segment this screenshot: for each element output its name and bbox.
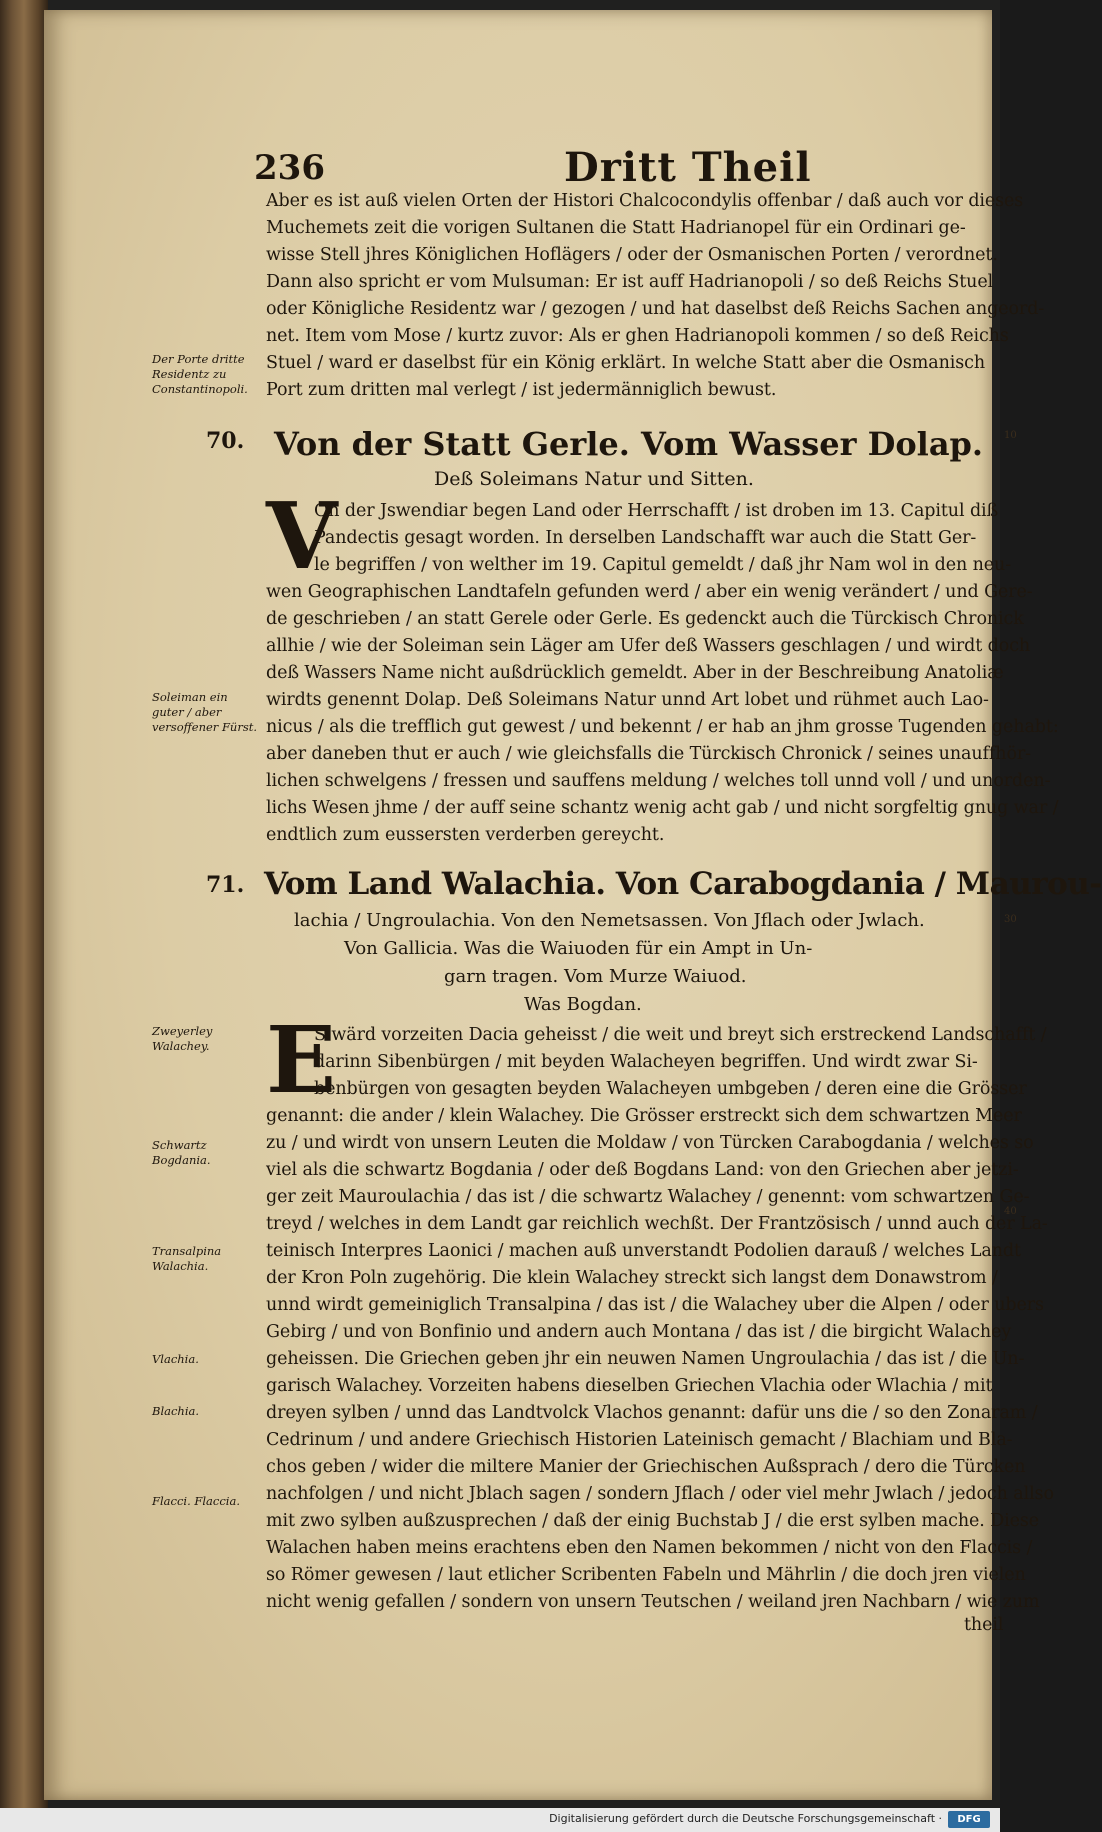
- margin-note-schwartz: Schwartz Bogdania.: [152, 1138, 211, 1167]
- intro-line: Muchemets zeit die vorigen Sultanen die Statt Hadrianopel für ein Ordinari ge-: [266, 218, 966, 238]
- running-head: Dritt Theil: [564, 144, 812, 191]
- body-line: garisch Walachey. Vorzeiten habens dieselben Griechen Vlachia oder Wlachia / mit: [266, 1376, 993, 1396]
- section-number: 70.: [206, 428, 245, 454]
- body-line: deß Wassers Name nicht außdrücklich gemeldt. Aber in der Beschreibung Anatoliæ: [266, 663, 1004, 683]
- body-line: chos geben / wider die miltere Manier der Griechischen Außsprach / dero die Türcken: [266, 1457, 1026, 1477]
- section-heading: Vom Land Walachia. Von Carabogdania / Maurou-: [264, 866, 1102, 902]
- body-line: wen Geographischen Landtafeln gefunden werd / aber ein wenig verändert / und Gere-: [266, 582, 1033, 602]
- body-line: S wärd vorzeiten Dacia geheisst / die weit und breyt sich erstreckend Landschafft /: [314, 1025, 1047, 1045]
- edge-mark: 10: [1004, 430, 1017, 441]
- intro-line: Stuel / ward er daselbst für ein König erklärt. In welche Statt aber die Osmanisch: [266, 353, 986, 373]
- margin-note-vlachia: Vlachia.: [152, 1352, 199, 1366]
- body-line: le begriffen / von welther im 19. Capitul gemeldt / daß jhr Nam wol in den neu-: [314, 555, 1012, 575]
- body-line: endtlich zum eussersten verderben gereycht.: [266, 825, 665, 845]
- margin-note-blachia: Blachia.: [152, 1404, 200, 1418]
- body-line: benbürgen von gesagten beyden Walacheyen umbgeben / deren eine die Grösser: [314, 1079, 1027, 1099]
- intro-line: net. Item vom Mose / kurtz zuvor: Als er ghen Hadrianopoli kommen / so deß Reichs: [266, 326, 1009, 346]
- body-line: so Römer gewesen / laut etlicher Scribenten Fabeln und Mährlin / die doch jren vielen: [266, 1565, 1026, 1585]
- margin-note-zweyerley: Zweyerley Walachey.: [152, 1024, 213, 1053]
- body-line: Cedrinum / und andere Griechisch Historien Lateinisch gemacht / Blachiam und Bla-: [266, 1430, 1013, 1450]
- edge-mark: 40: [1004, 1206, 1017, 1217]
- body-line: nicus / als die trefflich gut gewest / und bekennt / er hab an jhm grosse Tugenden gehabt:: [266, 717, 1059, 737]
- body-line: Gebirg / und von Bonfinio und andern auch Montana / das ist / die birgicht Walachey: [266, 1322, 1012, 1342]
- body-line: lichs Wesen jhme / der auff seine schantz wenig acht gab / und nicht sorgfeltig gnug war /: [266, 798, 1059, 818]
- body-line: geheissen. Die Griechen geben jhr ein neuwen Namen Ungroulachia / das ist / die Un-: [266, 1349, 1025, 1369]
- body-line: Walachen haben meins erachtens eben den Namen bekommen / nicht von den Flaccis /: [266, 1538, 1033, 1558]
- body-line: treyd / welches in dem Landt gar reichlich wechßt. Der Frantzösisch / unnd auch der La-: [266, 1214, 1048, 1234]
- margin-note-residentz: Der Porte dritte Residentz zu Constantinopoli.: [152, 352, 248, 396]
- book-edge: [0, 0, 48, 1832]
- intro-line: Port zum dritten mal verlegt / ist jedermänniglich bewust.: [266, 380, 777, 400]
- section-heading: Von der Statt Gerle. Vom Wasser Dolap.: [274, 425, 984, 463]
- body-line: lichen schwelgens / fressen und sauffens meldung / welches toll unnd voll / und unorden-: [266, 771, 1051, 791]
- section-heading-line: lachia / Ungroulachia. Von den Nemetsassen. Von Jflach oder Jwlach.: [294, 910, 925, 931]
- intro-line: Dann also spricht er vom Mulsuman: Er ist auff Hadrianopoli / so deß Reichs Stuel: [266, 272, 994, 292]
- body-line: dreyen sylben / unnd das Landtvolck Vlachos genannt: dafür uns die / so den Zonaram /: [266, 1403, 1038, 1423]
- body-line: viel als die schwartz Bogdania / oder deß Bogdans Land: von den Griechen aber jetzi-: [266, 1160, 1019, 1180]
- body-line: allhie / wie der Soleiman sein Läger am Ufer deß Wassers geschlagen / und wirdt doch: [266, 636, 1031, 656]
- footer-credit: Digitalisierung gefördert durch die Deutsche Forschungsgemeinschaft ·: [549, 1812, 942, 1825]
- body-line: der Kron Poln zugehörig. Die klein Walachey streckt sich langst dem Donawstrom /: [266, 1268, 998, 1288]
- margin-note-transalpina: Transalpina Walachia.: [152, 1244, 222, 1273]
- body-line: de geschrieben / an statt Gerele oder Gerle. Es gedenckt auch die Türckisch Chronick: [266, 609, 1024, 629]
- footer-bar: [0, 1808, 1000, 1832]
- drop-cap: V: [266, 482, 338, 590]
- body-line: nachfolgen / und nicht Jblach sagen / sondern Jflach / oder viel mehr Jwlach / jedoch allso: [266, 1484, 1054, 1504]
- intro-line: wisse Stell jhres Königlichen Hoflägers / oder der Osmanischen Porten / verordnet.: [266, 245, 998, 265]
- section-subheading: Deß Soleimans Natur und Sitten.: [434, 468, 754, 490]
- body-line: unnd wirdt gemeiniglich Transalpina / das ist / die Walachey uber die Alpen / oder ubers: [266, 1295, 1044, 1315]
- section-heading-line: Von Gallicia. Was die Waiuoden für ein Ampt in Un-: [344, 938, 813, 959]
- catchword: theil: [964, 1615, 1004, 1635]
- dfg-logo: DFG: [948, 1811, 990, 1828]
- drop-cap: E: [266, 1006, 337, 1114]
- body-line: teinisch Interpres Laonici / machen auß unverstandt Podolien darauß / welches Landt: [266, 1241, 1021, 1261]
- body-line: zu / und wirdt von unsern Leuten die Moldaw / von Türcken Carabogdania / welches so: [266, 1133, 1034, 1153]
- body-line: genannt: die ander / klein Walachey. Die Grösser erstreckt sich dem schwartzen Meer: [266, 1106, 1022, 1126]
- margin-note-soleiman: Soleiman ein guter / aber versoffener Fürst.: [152, 690, 258, 734]
- body-line: nicht wenig gefallen / sondern von unsern Teutschen / weiland jren Nachbarn / wie zum: [266, 1592, 1040, 1612]
- intro-line: Aber es ist auß vielen Orten der Histori Chalcocondylis offenbar / daß auch vor dieses: [266, 191, 1024, 211]
- body-line: Pandectis gesagt worden. In derselben Landschafft war auch die Statt Ger-: [314, 528, 977, 548]
- body-line: aber daneben thut er auch / wie gleichsfalls die Türckisch Chronick / seines unauffhör-: [266, 744, 1031, 764]
- section-number: 71.: [206, 872, 245, 898]
- body-line: mit zwo sylben außzusprechen / daß der einig Buchstab J / die erst sylben mache. Diese: [266, 1511, 1040, 1531]
- section-heading-line: Was Bogdan.: [524, 994, 642, 1015]
- body-line: ger zeit Mauroulachia / das ist / die schwartz Walachey / genennt: vom schwartzen Ge-: [266, 1187, 1030, 1207]
- book-page: [44, 10, 1102, 1800]
- section-heading-line: garn tragen. Vom Murze Waiuod.: [444, 966, 747, 987]
- body-line: wirdts genennt Dolap. Deß Soleimans Natur unnd Art lobet und rühmet auch Lao-: [266, 690, 989, 710]
- page-number: 236: [254, 148, 325, 188]
- intro-line: oder Königliche Residentz war / gezogen / und hat daselbst deß Reichs Sachen angeord-: [266, 299, 1045, 319]
- edge-mark: 30: [1004, 914, 1017, 925]
- body-line: darinn Sibenbürgen / mit beyden Walacheyen begriffen. Und wirdt zwar Si-: [314, 1052, 978, 1072]
- body-line: On der Jswendiar begen Land oder Herrschafft / ist droben im 13. Capitul diß: [314, 501, 999, 521]
- margin-note-flacci: Flacci. Flaccia.: [152, 1494, 240, 1508]
